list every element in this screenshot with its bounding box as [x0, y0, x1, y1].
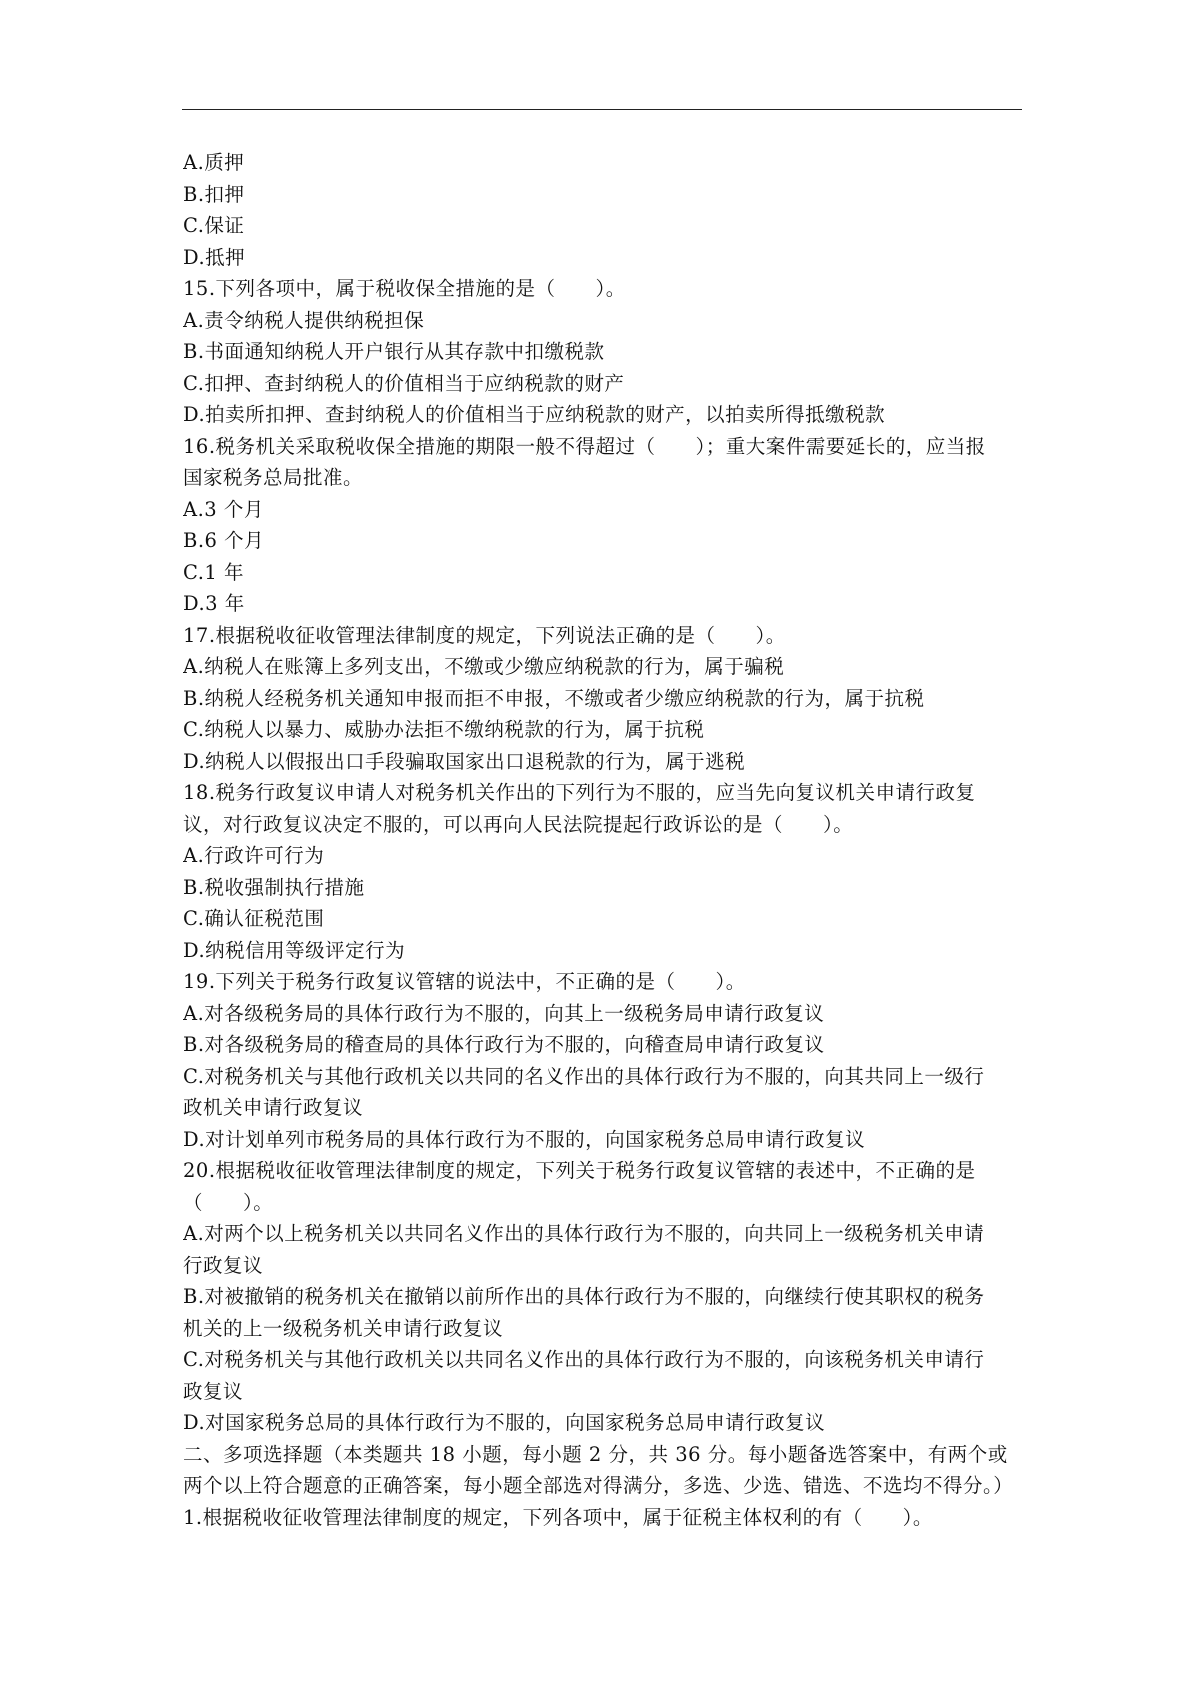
q20-stem-cont: （ ）。	[183, 1190, 274, 1214]
q17-stem: 17.根据税收征收管理法律制度的规定，下列说法正确的是（ ）。	[183, 623, 786, 647]
q18-option-b: B.税收强制执行措施	[183, 875, 365, 899]
q20-option-d: D.对国家税务总局的具体行政行为不服的，向国家税务总局申请行政复议	[183, 1411, 826, 1434]
q16-option-d: D.3 年	[183, 592, 245, 615]
section-instructions: 两个以上符合题意的正确答案，每小题全部选对得满分，多选、少选、错选、不选均不得分。）	[183, 1474, 1014, 1497]
q16-option-b: B.6 个月	[183, 529, 265, 552]
q18-stem-cont: 议，对行政复议决定不服的，可以再向人民法院提起行政诉讼的是（ ）。	[183, 812, 854, 836]
q16-stem-cont: 国家税务总局批准。	[183, 466, 364, 489]
q15-option-b: B.书面通知纳税人开户银行从其存款中扣缴税款	[183, 340, 605, 363]
q20-option-a-cont: 行政复议	[183, 1253, 264, 1277]
q15-option-c: C.扣押、查封纳税人的价值相当于应纳税款的财产	[183, 371, 625, 395]
q15-stem: 15.下列各项中，属于税收保全措施的是（ ）。	[183, 277, 626, 300]
q19-option-b: B.对各级税务局的稽查局的具体行政行为不服的，向稽查局申请行政复议	[183, 1033, 825, 1056]
q14-option-a: A.质押	[183, 151, 245, 174]
q18-option-a: A.行政许可行为	[183, 844, 325, 867]
q17-option-a: A.纳税人在账簿上多列支出，不缴或少缴应纳税款的行为，属于骗税	[183, 655, 785, 678]
document-body	[183, 147, 1025, 1533]
q20-stem: 20.根据税收征收管理法律制度的规定，下列关于税务行政复议管辖的表述中，不正确的是	[183, 1159, 976, 1182]
section-heading-multiple-choice: 二、多项选择题（本类题共 18 小题，每小题 2 分，共 36 分。每小题备选答案中，有两个或	[183, 1442, 1008, 1466]
q14-option-c: C.保证	[183, 214, 245, 237]
q20-option-a: A.对两个以上税务机关以共同名义作出的具体行政行为不服的，向共同上一级税务机关申请	[183, 1222, 985, 1245]
q15-option-d: D.拍卖所扣押、查封纳税人的价值相当于应纳税款的财产，以拍卖所得抵缴税款	[183, 403, 886, 426]
q16-option-a: A.3 个月	[183, 497, 264, 521]
header-rule	[182, 109, 1022, 110]
q19-option-d: D.对计划单列市税务局的具体行政行为不服的，向国家税务总局申请行政复议	[183, 1127, 866, 1151]
q18-stem: 18.税务行政复议申请人对税务机关作出的下列行为不服的，应当先向复议机关申请行政复	[183, 781, 976, 804]
q16-option-c: C.1 年	[183, 560, 245, 584]
mc-q1-stem: 1.根据税收征收管理法律制度的规定，下列各项中，属于征税主体权利的有（ ）。	[183, 1505, 933, 1529]
q20-option-c: C.对税务机关与其他行政机关以共同名义作出的具体行政行为不服的，向该税务机关申请行	[183, 1348, 985, 1371]
q15-option-a: A.责令纳税人提供纳税担保	[183, 308, 425, 332]
q14-option-b: B.扣押	[183, 182, 245, 206]
q19-option-c-cont: 政机关申请行政复议	[183, 1096, 364, 1119]
q14-option-d: D.抵押	[183, 245, 246, 269]
q16-stem: 16.税务机关采取税收保全措施的期限一般不得超过（ ）；重大案件需要延长的，应当报	[183, 434, 986, 458]
q19-option-a: A.对各级税务局的具体行政行为不服的，向其上一级税务局申请行政复议	[183, 1001, 825, 1025]
q19-stem: 19.下列关于税务行政复议管辖的说法中，不正确的是（ ）。	[183, 970, 746, 993]
q17-option-b: B.纳税人经税务机关通知申报而拒不申报，不缴或者少缴应纳税款的行为，属于抗税	[183, 686, 925, 710]
q18-option-d: D.纳税信用等级评定行为	[183, 938, 406, 962]
q17-option-c: C.纳税人以暴力、威胁办法拒不缴纳税款的行为，属于抗税	[183, 718, 705, 741]
q20-option-b: B.对被撤销的税务机关在撤销以前所作出的具体行政行为不服的，向继续行使其职权的税务	[183, 1285, 985, 1308]
q20-option-b-cont: 机关的上一级税务机关申请行政复议	[183, 1316, 504, 1340]
q17-option-d: D.纳税人以假报出口手段骗取国家出口退税款的行为，属于逃税	[183, 749, 746, 773]
q18-option-c: C.确认征税范围	[183, 907, 325, 930]
q20-option-c-cont: 政复议	[183, 1379, 244, 1403]
q19-option-c: C.对税务机关与其他行政机关以共同的名义作出的具体行政行为不服的，向其共同上一级行	[183, 1064, 985, 1088]
